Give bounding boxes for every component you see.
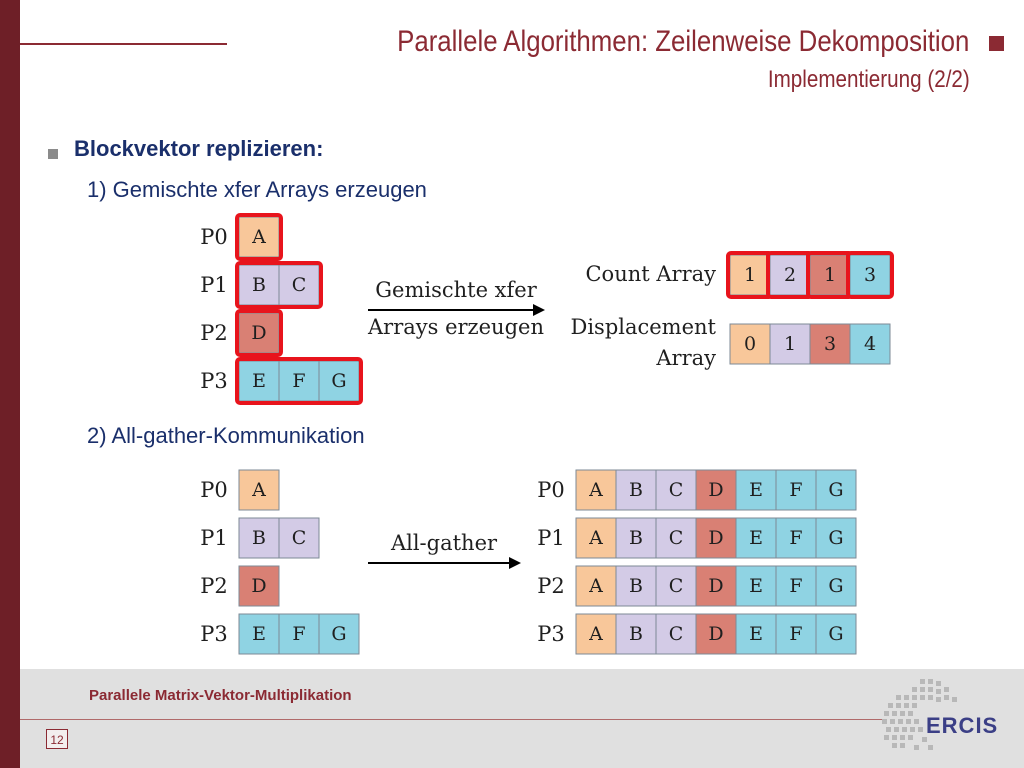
slide-title: Parallele Algorithmen: Zeilenweise Dekomposition	[396, 25, 969, 58]
source-cell-e-label: E	[252, 370, 266, 392]
process-label-p1: P1	[200, 526, 228, 550]
result-cell-b-label: B	[629, 479, 643, 501]
displacement-label-2: Array	[656, 346, 716, 370]
source-cell-a-label: A	[252, 226, 266, 248]
result-cell-c-label: C	[668, 575, 684, 597]
result-cell-f-label: F	[789, 527, 803, 549]
step-1-text: 1) Gemischte xfer Arrays erzeugen	[87, 177, 427, 202]
allgather-arrow-head	[509, 557, 521, 569]
allgather-arrow-label: All-gather	[390, 531, 498, 555]
displacement-cell-3-label: 4	[863, 333, 877, 355]
result-cell-e-label: E	[749, 527, 763, 549]
process-label-p2: P2	[200, 321, 228, 345]
count-cell-3-label: 3	[863, 264, 877, 286]
count-cell-0-label: 1	[743, 264, 757, 286]
process-label-p2: P2	[200, 574, 228, 598]
result-cell-c-label: C	[668, 623, 684, 645]
result-cell-e-label: E	[749, 479, 763, 501]
count-cell-1-label: 2	[783, 264, 797, 286]
gather-source-cell-a-label: A	[252, 479, 266, 501]
gather-source-cell-e-label: E	[252, 623, 266, 645]
process-label-p0: P0	[200, 225, 228, 249]
result-cell-e-label: E	[749, 623, 763, 645]
ercis-logo-text: ERCIS	[926, 713, 999, 738]
bullet-heading: Blockvektor replizieren:	[74, 136, 324, 161]
result-cell-a-label: A	[589, 575, 603, 597]
result-cell-b-label: B	[629, 527, 643, 549]
result-cell-d-label: D	[708, 623, 724, 645]
result-cell-g-label: G	[828, 479, 844, 501]
result-label-p2: P2	[537, 574, 565, 598]
result-cell-e-label: E	[749, 575, 763, 597]
result-label-p3: P3	[537, 622, 565, 646]
result-cell-f-label: F	[789, 479, 803, 501]
source-cell-g-label: G	[331, 370, 347, 392]
result-cell-d-label: D	[708, 479, 724, 501]
footer-rule	[20, 719, 885, 720]
slide-subtitle: Implementierung (2/2)	[768, 66, 970, 93]
source-cell-f-label: F	[292, 370, 306, 392]
result-cell-c-label: C	[668, 479, 684, 501]
source-cell-c-label: C	[291, 274, 307, 296]
result-cell-a-label: A	[589, 623, 603, 645]
result-cell-d-label: D	[708, 575, 724, 597]
footer-text: Parallele Matrix-Vektor-Multiplikation	[89, 687, 352, 704]
result-cell-g-label: G	[828, 623, 844, 645]
source-cell-d-label: D	[251, 322, 267, 344]
result-cell-b-label: B	[629, 623, 643, 645]
result-cell-f-label: F	[789, 623, 803, 645]
displacement-cell-0-label: 0	[743, 333, 757, 355]
process-label-p3: P3	[200, 622, 228, 646]
xfer-arrow-label-1: Gemischte xfer	[375, 278, 537, 302]
gather-source-cell-b-label: B	[252, 527, 266, 549]
process-label-p0: P0	[200, 478, 228, 502]
count-array-label: Count Array	[585, 262, 716, 286]
gather-source-cell-f-label: F	[292, 623, 306, 645]
result-label-p1: P1	[537, 526, 565, 550]
displacement-cell-1-label: 1	[783, 333, 797, 355]
result-cell-a-label: A	[589, 527, 603, 549]
result-label-p0: P0	[537, 478, 565, 502]
result-cell-f-label: F	[789, 575, 803, 597]
displacement-label-1: Displacement	[570, 315, 716, 339]
gather-source-cell-d-label: D	[251, 575, 267, 597]
page-number: 12	[46, 729, 68, 749]
gather-source-cell-g-label: G	[331, 623, 347, 645]
process-label-p1: P1	[200, 273, 228, 297]
step-2-text: 2) All-gather-Kommunikation	[87, 423, 365, 448]
process-label-p3: P3	[200, 369, 228, 393]
result-cell-a-label: A	[589, 479, 603, 501]
result-cell-d-label: D	[708, 527, 724, 549]
result-cell-g-label: G	[828, 575, 844, 597]
result-cell-g-label: G	[828, 527, 844, 549]
source-cell-b-label: B	[252, 274, 266, 296]
result-cell-b-label: B	[629, 575, 643, 597]
count-cell-2-label: 1	[823, 264, 837, 286]
gather-source-cell-c-label: C	[291, 527, 307, 549]
displacement-cell-2-label: 3	[823, 333, 837, 355]
xfer-arrow-label-2: Arrays erzeugen	[368, 315, 544, 339]
result-cell-c-label: C	[668, 527, 684, 549]
